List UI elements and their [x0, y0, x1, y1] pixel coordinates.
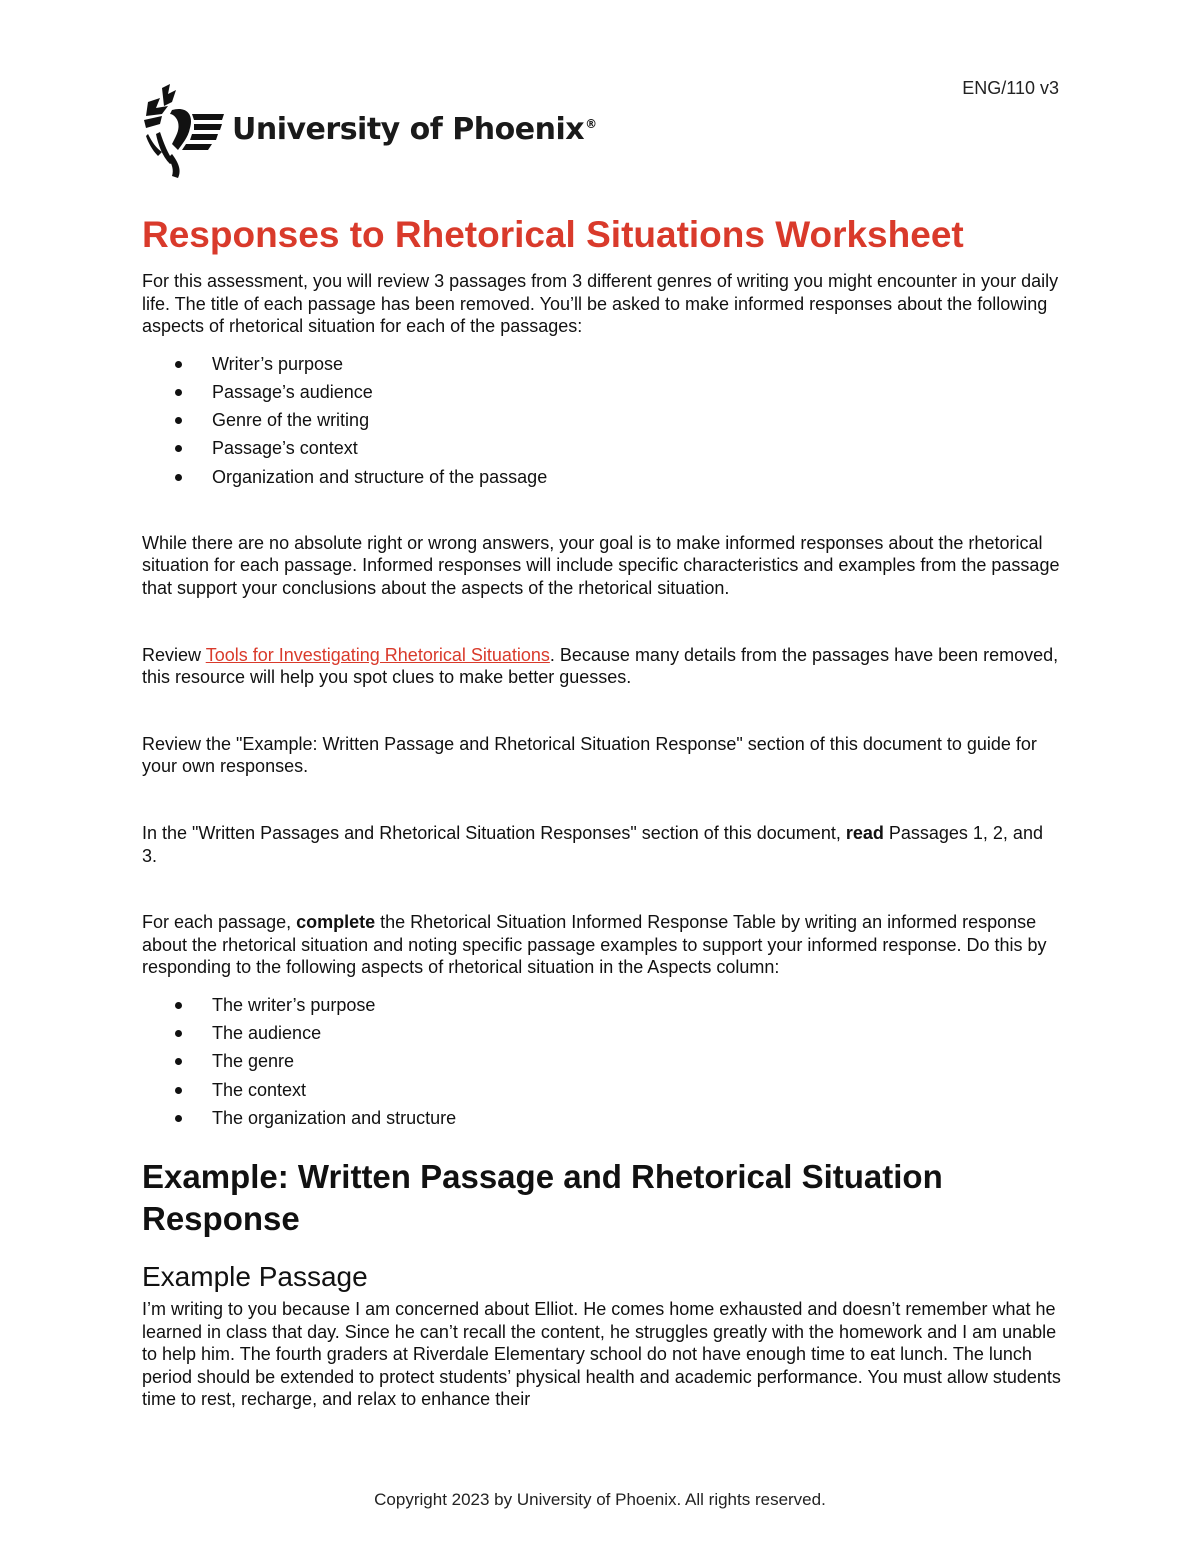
bullet-icon: [175, 1030, 182, 1037]
document-body: [142, 212, 1062, 1411]
complete-instruction-bold: complete: [296, 912, 376, 933]
read-instruction-paragraph: [142, 822, 1062, 867]
list-item-text: The organization and structure: [212, 1107, 457, 1128]
bullet-icon: [175, 361, 182, 368]
review-tools-prefix: Review: [142, 644, 206, 665]
read-instruction-bold: read: [845, 822, 884, 843]
read-instruction-suffix: Passages 1, 2, and 3.: [142, 822, 1043, 866]
example-section-heading: Example: Written Passage and Rhetorical Situation Response: [142, 1157, 943, 1237]
list-item: [142, 434, 1062, 462]
bullet-icon: [175, 389, 182, 396]
complete-instruction-prefix: For each passage,: [142, 912, 297, 933]
list-item-text: Organization and structure of the passage: [212, 466, 548, 487]
intro-paragraph: For this assessment, you will review 3 passages from 3 different genres of writing you might encounter in your daily life. The title of each passage has been removed. You’ll be asked to make informed responses about the following aspects of rhetorical situation for each of the passages:: [142, 271, 1059, 337]
bullet-icon: [175, 1087, 182, 1094]
bullet-icon: [175, 1058, 182, 1065]
bullet-icon: [175, 445, 182, 452]
list-item: [142, 350, 1062, 378]
example-passage-heading: Example Passage: [142, 1260, 368, 1292]
page-title: Responses to Rhetorical Situations Worksheet: [142, 214, 964, 255]
logo-name: University of Phoenix: [232, 111, 585, 147]
response-aspects-list: [142, 991, 1062, 1132]
course-code: ENG/110 v3: [962, 78, 1059, 98]
list-item-text: The genre: [212, 1051, 295, 1072]
bullet-icon: [175, 1002, 182, 1009]
list-item-text: Passage’s context: [212, 438, 358, 459]
complete-instruction-suffix: the Rhetorical Situation Informed Response Table by writing an informed response about the rhetorical situation and noting specific passage examples to support your informed response. Do this by responding to the following aspects of rhetorical situation in the Aspects column:: [142, 912, 1047, 978]
list-item-text: Passage’s audience: [212, 381, 373, 402]
complete-instruction-paragraph: [142, 911, 1062, 979]
list-item: [142, 406, 1062, 434]
phoenix-bird-icon: [142, 84, 224, 178]
bullet-icon: [175, 1115, 182, 1122]
university-logo: [142, 84, 597, 178]
review-tools-suffix: . Because many details from the passages have been removed, this resource will help you spot clues to make better guesses.: [142, 644, 1059, 688]
bullet-icon: [175, 474, 182, 481]
tools-link[interactable]: Tools for Investigating Rhetorical Situations: [205, 644, 550, 665]
aspects-list: [142, 350, 1062, 491]
list-item-text: The context: [212, 1079, 307, 1100]
list-item: [142, 463, 1062, 491]
example-passage-text: I’m writing to you because I am concerned about Elliot. He comes home exhausted and doesn’t remember what he learned in class that day. Since he can’t recall the content, he struggles greatly with the homework and I am unable to help him. The fourth graders at Riverdale Elementary school do not have enough time to eat lunch. The lunch period should be extended to protect students’ physical health and academic performance. You must allow students time to rest, recharge, and relax to enhance their: [142, 1298, 1061, 1410]
list-item: [142, 1076, 1062, 1104]
logo-wordmark: [232, 112, 597, 147]
list-item-text: Genre of the writing: [212, 410, 370, 431]
logo-registered-mark: ®: [585, 116, 597, 131]
list-item: [142, 1104, 1062, 1132]
read-instruction-prefix: In the "Written Passages and Rhetorical Situation Responses" section of this document,: [142, 822, 846, 843]
list-item: [142, 991, 1062, 1019]
list-item-text: The audience: [212, 1023, 322, 1044]
list-item: [142, 378, 1062, 406]
review-tools-paragraph: [142, 644, 1062, 689]
list-item: [142, 1047, 1062, 1075]
list-item-text: The writer’s purpose: [212, 994, 376, 1015]
list-item: [142, 1019, 1062, 1047]
bullet-icon: [175, 417, 182, 424]
goal-paragraph: While there are no absolute right or wrong answers, your goal is to make informed responses about the rhetorical situation for each passage. Informed responses will include specific characteristics and examples from the passage that support your conclusions about the aspects of the rhetorical situation.: [142, 532, 1060, 598]
copyright-footer: Copyright 2023 by University of Phoenix. All rights reserved.: [374, 1490, 826, 1509]
list-item-text: Writer’s purpose: [212, 353, 344, 374]
review-example-paragraph: Review the "Example: Written Passage and Rhetorical Situation Response" section of this document to guide for your own responses.: [142, 733, 1037, 777]
